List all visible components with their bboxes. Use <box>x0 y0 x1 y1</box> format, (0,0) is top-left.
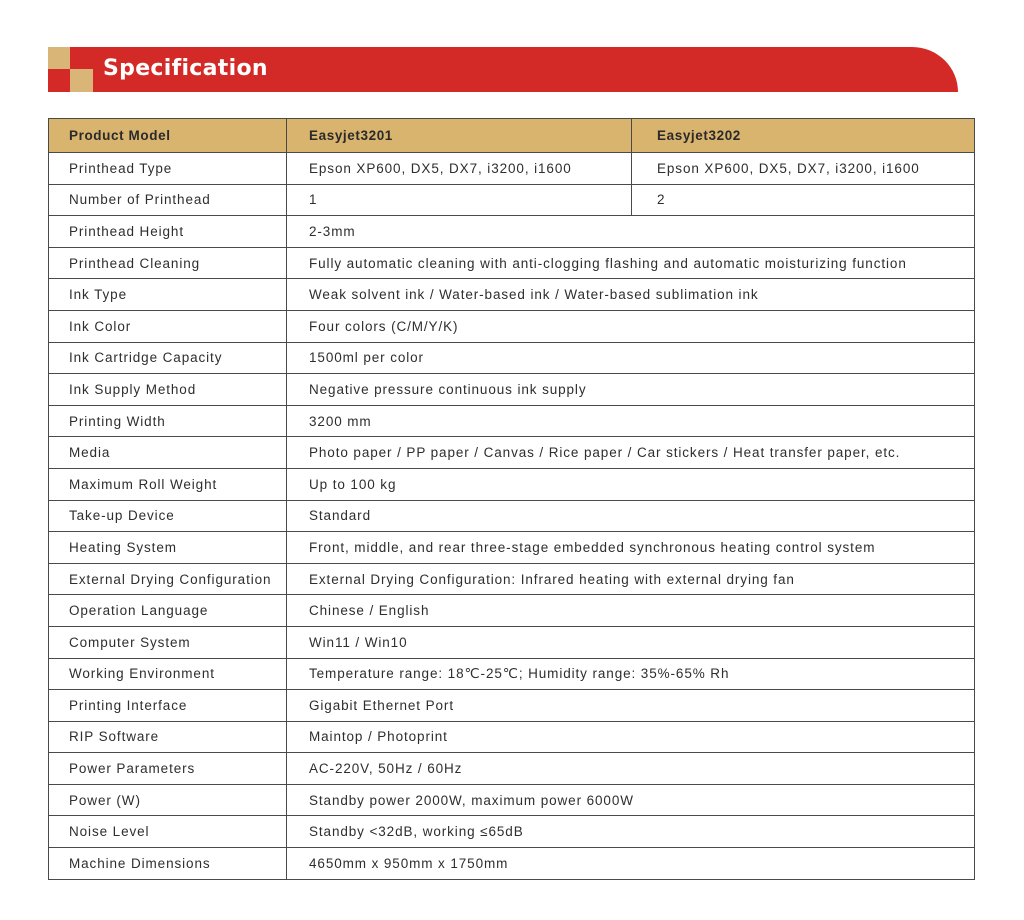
spec-label: Ink Supply Method <box>49 374 287 406</box>
spec-label: Ink Type <box>49 279 287 311</box>
spec-value: Temperature range: 18℃-25℃; Humidity range: 35%-65% Rh <box>287 658 975 690</box>
spec-value: Negative pressure continuous ink supply <box>287 374 975 406</box>
table-row <box>49 279 975 311</box>
spec-label: RIP Software <box>49 721 287 753</box>
spec-label: Machine Dimensions <box>49 848 287 880</box>
spec-label: Media <box>49 437 287 469</box>
spec-value: External Drying Configuration: Infrared heating with external drying fan <box>287 563 975 595</box>
table-row <box>49 468 975 500</box>
table-row <box>49 753 975 785</box>
table-row <box>49 721 975 753</box>
spec-value: Weak solvent ink / Water-based ink / Water-based sublimation ink <box>287 279 975 311</box>
spec-value-model-a: 1 <box>287 184 632 216</box>
spec-value: Front, middle, and rear three-stage embedded synchronous heating control system <box>287 532 975 564</box>
table-row <box>49 437 975 469</box>
section-title: Specification <box>103 56 268 81</box>
spec-value: Standby power 2000W, maximum power 6000W <box>287 784 975 816</box>
spec-value: Gigabit Ethernet Port <box>287 690 975 722</box>
spec-value: Maintop / Photoprint <box>287 721 975 753</box>
spec-label: Operation Language <box>49 595 287 627</box>
spec-label: Ink Cartridge Capacity <box>49 342 287 374</box>
spec-value-model-b: Epson XP600, DX5, DX7, i3200, i1600 <box>632 153 975 185</box>
table-row <box>49 310 975 342</box>
spec-value: 3200 mm <box>287 405 975 437</box>
spec-label: External Drying Configuration <box>49 563 287 595</box>
spec-label: Printing Width <box>49 405 287 437</box>
spec-value: Fully automatic cleaning with anti-clogging flashing and automatic moisturizing function <box>287 247 975 279</box>
spec-label: Maximum Roll Weight <box>49 468 287 500</box>
spec-value: Standard <box>287 500 975 532</box>
spec-label: Number of Printhead <box>49 184 287 216</box>
table-row <box>49 816 975 848</box>
header-cell-model-b: Easyjet3202 <box>632 119 975 153</box>
header-cell-model-a: Easyjet3201 <box>287 119 632 153</box>
table-row <box>49 848 975 880</box>
section-header <box>0 0 1024 100</box>
spec-label: Computer System <box>49 626 287 658</box>
spec-value-model-b: 2 <box>632 184 975 216</box>
table-row <box>49 595 975 627</box>
spec-value: Four colors (C/M/Y/K) <box>287 310 975 342</box>
table-header-row <box>49 119 975 153</box>
table-row <box>49 500 975 532</box>
header-gold-square <box>48 47 70 69</box>
spec-label: Ink Color <box>49 310 287 342</box>
header-cell-label: Product Model <box>49 119 287 153</box>
spec-label: Take-up Device <box>49 500 287 532</box>
table-row <box>49 184 975 216</box>
table-row <box>49 690 975 722</box>
spec-label: Printhead Type <box>49 153 287 185</box>
spec-label: Printhead Cleaning <box>49 247 287 279</box>
spec-table <box>48 118 975 880</box>
header-red-square <box>48 69 70 92</box>
spec-label: Heating System <box>49 532 287 564</box>
table-row <box>49 405 975 437</box>
table-row <box>49 784 975 816</box>
spec-value: 2-3mm <box>287 216 975 248</box>
table-row <box>49 342 975 374</box>
spec-value-model-a: Epson XP600, DX5, DX7, i3200, i1600 <box>287 153 632 185</box>
spec-value: 1500ml per color <box>287 342 975 374</box>
spec-label: Printing Interface <box>49 690 287 722</box>
header-gold-square <box>70 69 93 92</box>
table-row <box>49 153 975 185</box>
table-row <box>49 247 975 279</box>
table-row <box>49 532 975 564</box>
table-row <box>49 374 975 406</box>
spec-value: Standby <32dB, working ≤65dB <box>287 816 975 848</box>
spec-value: Photo paper / PP paper / Canvas / Rice paper / Car stickers / Heat transfer paper, etc. <box>287 437 975 469</box>
spec-label: Power (W) <box>49 784 287 816</box>
table-row <box>49 626 975 658</box>
spec-value: Up to 100 kg <box>287 468 975 500</box>
table-row <box>49 658 975 690</box>
spec-label: Power Parameters <box>49 753 287 785</box>
spec-value: Chinese / English <box>287 595 975 627</box>
spec-value: 4650mm x 950mm x 1750mm <box>287 848 975 880</box>
table-row <box>49 216 975 248</box>
spec-value: AC-220V, 50Hz / 60Hz <box>287 753 975 785</box>
table-row <box>49 563 975 595</box>
spec-label: Printhead Height <box>49 216 287 248</box>
spec-label: Working Environment <box>49 658 287 690</box>
spec-value: Win11 / Win10 <box>287 626 975 658</box>
spec-label: Noise Level <box>49 816 287 848</box>
